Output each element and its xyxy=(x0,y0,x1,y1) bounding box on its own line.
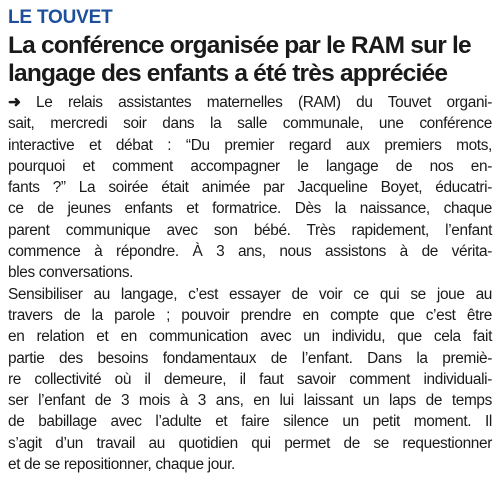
paragraph-1-line-text: Le relais assistantes maternelles (RAM) du Touvet organi- xyxy=(36,94,492,111)
headline-line: langage des enfants a été très appréciée xyxy=(8,60,448,87)
arrow-right-icon: ➜ xyxy=(8,94,21,111)
paragraph-2-line: et de se repositionner, chaque jour. xyxy=(8,456,235,474)
paragraph-2-line: ser l’enfant de 3 mois à 3 ans, en lui laissant un laps de temps xyxy=(8,392,492,410)
paragraph-2-line: Sensibiliser au langage, c’est essayer de voir ce qui se joue au xyxy=(8,285,492,303)
paragraph-1-line-first xyxy=(8,92,492,113)
paragraph-2-line: de babillage avec l’adulte et faire silence un petit moment. Il xyxy=(8,413,492,431)
article-kicker: LE TOUVET xyxy=(8,7,113,28)
headline-line: La conférence organisée par le RAM sur le xyxy=(8,32,471,59)
article xyxy=(8,6,492,475)
paragraph-2-line: re collectivité où il demeure, il faut savoir comment individuali- xyxy=(8,370,492,388)
paragraph-1-line: bles conversations. xyxy=(8,264,134,282)
paragraph-2-line: en relation et en communication avec un individu, que cela fait xyxy=(8,328,492,346)
paragraph-1-line: pourquoi et comment accompagner le langage de nos en- xyxy=(8,157,492,175)
article-body xyxy=(8,92,492,475)
paragraph-1-line: commence à répondre. À 3 ans, nous assistons à de vérita- xyxy=(8,243,492,261)
paragraph-1-line: parent communique avec son bébé. Très rapidement, l’enfant xyxy=(8,221,492,239)
paragraph-1-line: ce de jeunes enfants et formatrice. Dès la naissance, chaque xyxy=(8,200,492,218)
paragraph-1-line: fants ?” La soirée était animée par Jacqueline Boyet, éducatri- xyxy=(8,179,492,197)
paragraph-1-line: interactive et débat : “Du premier regard aux premiers mots, xyxy=(8,136,492,154)
paragraph-2-line: partie des besoins fondamentaux de l’enfant. Dans la premiè- xyxy=(8,349,492,367)
article-headline xyxy=(8,32,492,88)
paragraph-2-line: s’agit d’un travail au quotidien qui permet de se requestionner xyxy=(8,434,492,452)
paragraph-2-line: travers de la parole ; pouvoir prendre en compte que c’est être xyxy=(8,306,492,324)
paragraph-1-line: sait, mercredi soir dans la salle communale, une conférence xyxy=(8,115,492,133)
